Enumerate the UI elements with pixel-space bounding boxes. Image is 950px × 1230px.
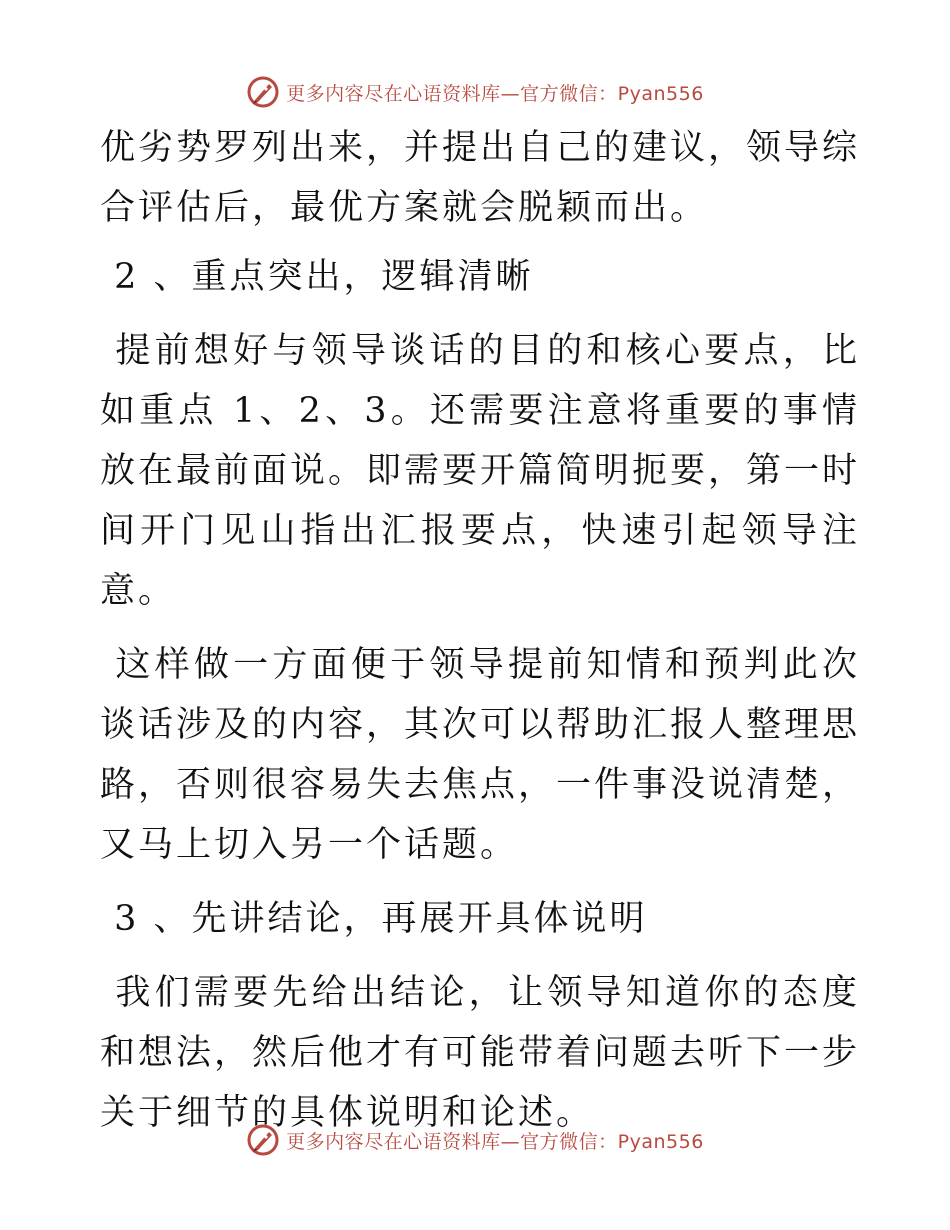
section-heading-3: 3 、先讲结论，再展开具体说明 <box>100 899 648 939</box>
pen-nib-logo-icon <box>246 1123 280 1157</box>
section-heading-2: 2 、重点突出，逻辑清晰 <box>100 257 534 297</box>
paragraph-3: 这样做一方面便于领导提前知情和预判此次谈话涉及的内容，其次可以帮助汇报人整理思路，否则很容易失去焦点，一件事没说清楚，又马上切入另一个话题。 <box>100 645 861 865</box>
pen-nib-logo-icon <box>246 75 280 109</box>
footer-banner <box>0 1120 950 1160</box>
header-banner <box>0 72 950 112</box>
header-banner-text: 更多内容尽在心语资料库—官方微信：Pyan556 <box>286 82 704 105</box>
paragraph-1: 优劣势罗列出来，并提出自己的建议，领导综合评估后，最优方案就会脱颖而出。 <box>100 128 861 228</box>
paragraph-4: 我们需要先给出结论，让领导知道你的态度和想法，然后他才有可能带着问题去听下一步关于细节的具体说明和论述。 <box>100 973 861 1133</box>
document-body <box>100 118 860 1143</box>
paragraph-2: 提前想好与领导谈话的目的和核心要点，比如重点 1、2、3。还需要注意将重要的事情放在最前面说。即需要开篇简明扼要，第一时间开门见山指出汇报要点，快速引起领导注意。 <box>100 331 861 611</box>
footer-banner-text: 更多内容尽在心语资料库—官方微信：Pyan556 <box>286 1130 704 1153</box>
